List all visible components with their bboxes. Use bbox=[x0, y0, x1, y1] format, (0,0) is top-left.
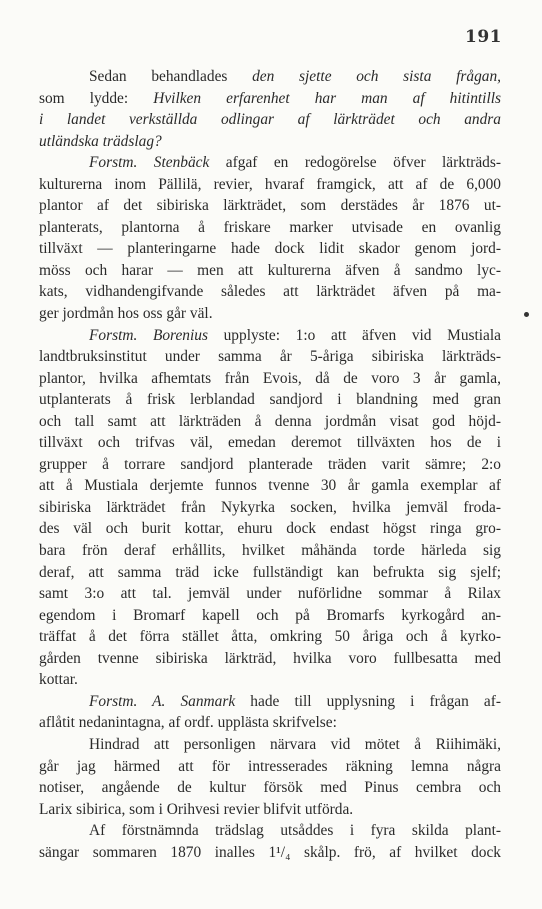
text-line: plantor af det sibiriska lärkträdet, som derstädes år 1876 ut- bbox=[39, 197, 501, 215]
italic-text: Forstm. Borenius bbox=[89, 326, 208, 344]
text-line: Af förstnämnda trädslag utsåddes i fyra skilda plant- bbox=[89, 822, 501, 840]
text-line: möss och harar — men att kulturerna äfven å sandmo lyc- bbox=[39, 261, 501, 279]
text-line: deraf, att samma träd icke fullständigt kan befrukta sig sjelf; bbox=[39, 563, 501, 581]
text-line: landtbruksinstitut under samma år 5-åriga sibiriska lärkträds- bbox=[39, 348, 501, 366]
text-line bbox=[39, 131, 501, 153]
text-line: tillväxt och trifvas väl, emedan deremot tillväxten hos de i bbox=[39, 434, 501, 452]
body-text bbox=[39, 66, 501, 863]
text-line: träffat å det förra stället åtta, omkring 50 åriga och å kyrko- bbox=[39, 628, 501, 646]
text-line: des väl och burit kottar, ehuru dock endast högst ringa gro- bbox=[39, 520, 501, 538]
text-line: kats, vidhandengifvande således att lärkträdet äfven på ma- bbox=[39, 283, 501, 301]
text-line: att å Mustiala derjemte funnos tvenne 30 år gamla exemplar af bbox=[39, 477, 501, 495]
text-line: tillväxt — planteringarne hade dock lidit skador genom jord- bbox=[39, 240, 501, 258]
text-line: kulturerna inom Pällilä, revier, hvaraf framgick, att af de 6,000 bbox=[39, 175, 501, 193]
text-line: och tall samt att lärkträden å denna jordmån visat god höjd- bbox=[39, 412, 501, 430]
text-line: kottar. bbox=[39, 671, 78, 689]
text-line: bara frön deraf erhållits, hvilket måhända torde härleda sig bbox=[39, 542, 501, 560]
text-line: plantor, hvilka afhemtats från Evois, då de voro 3 år gamla, bbox=[39, 369, 501, 387]
italic-text: Forstm. Stenbäck bbox=[89, 154, 210, 172]
text-line: Sedan behandlades den sjette och sista frågan, bbox=[89, 68, 502, 85]
italic-text: Hvilken erfarenhet har man af hitintills bbox=[153, 89, 501, 107]
text-line: samt 3:o att tal. jemväl under nuförlidne sommar å Rilax bbox=[39, 585, 501, 603]
page-number: 191 bbox=[465, 27, 502, 47]
text-line: ger jordmån hos oss går väl. bbox=[39, 305, 213, 323]
text-line: grupper å torrare sandjord planterade träden varit sämre; 2:o bbox=[39, 455, 501, 473]
text-line: Forstm. A. Sanmark hade till upplysning i frågan af- bbox=[89, 692, 502, 710]
italic-text: den sjette och sista frågan, bbox=[252, 68, 502, 85]
text-line bbox=[39, 109, 501, 131]
text-line: notiser, angående de kultur försök med Pinus cembra och bbox=[39, 779, 501, 797]
text-line: utplanterats å frisk lerblandad sandjord i blandning med gran bbox=[39, 391, 501, 409]
text-line: som lydde: Hvilken erfarenhet har man af hitintills bbox=[39, 89, 501, 107]
text-line: går jag härmed att för intresserades räkning lemna några bbox=[39, 757, 501, 775]
text-line: Forstm. Stenbäck afgaf en redogörelse öfver lärkträds- bbox=[89, 154, 501, 172]
text-line: sängar sommaren 1870 inalles 1¹/₄ skålp. frö, af hvilket dock bbox=[39, 843, 501, 861]
text-line: sibiriska lärkträdet från Nykyrka socken, hvilka jemväl froda- bbox=[39, 498, 501, 516]
margin-mark bbox=[524, 312, 529, 317]
text-line: Forstm. Borenius upplyste: 1:o att äfven vid Mustiala bbox=[89, 326, 501, 344]
italic-text: i landet verkställda odlingar af lärkträdet och andra bbox=[39, 111, 501, 129]
text-line: gården tvenne sibiriska lärkträd, hvilka voro fullbesatta med bbox=[39, 649, 501, 667]
italic-text: Forstm. A. Sanmark bbox=[89, 692, 236, 710]
italic-text: utländska trädslag? bbox=[39, 132, 162, 150]
text-line: planterats, plantorna å friskare marker utvisade en ovanlig bbox=[39, 218, 501, 236]
text-line: egendom i Bromarf kapell och på Bromarfs kyrkogård an- bbox=[39, 606, 501, 624]
text-line: aflåtit nedanintagna, af ordf. upplästa skrifvelse: bbox=[39, 714, 337, 732]
text-line: Larix sibirica, som i Orihvesi revier blifvit utförda. bbox=[39, 800, 354, 818]
text-line: Hindrad att personligen närvara vid mötet å Riihimäki, bbox=[89, 735, 501, 753]
